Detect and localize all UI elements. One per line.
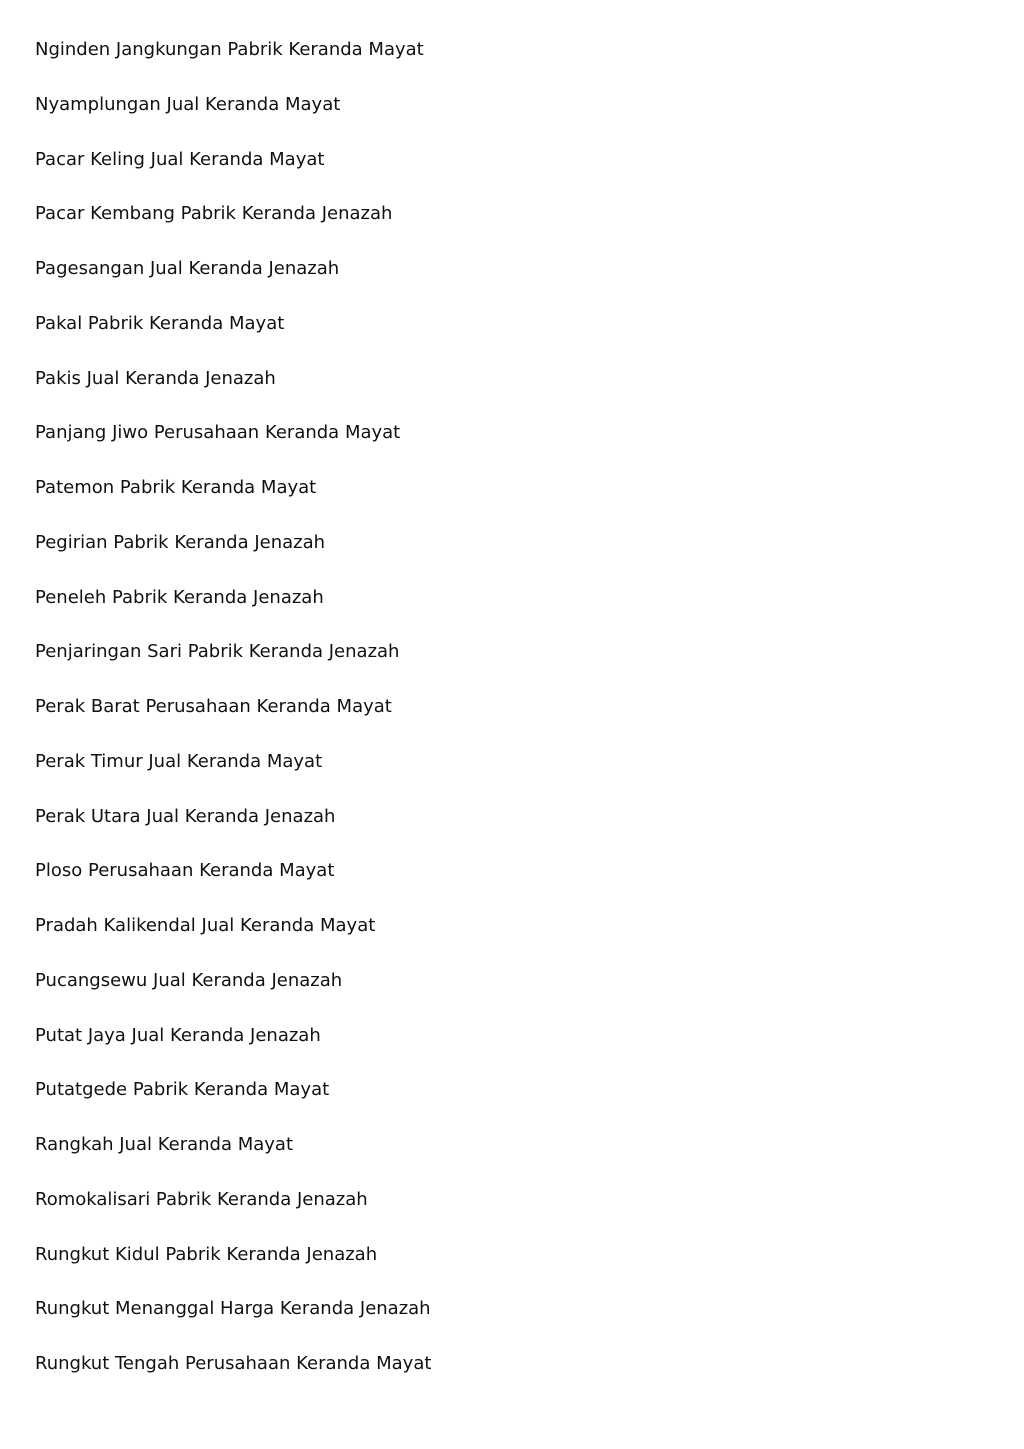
document-page	[35, 36, 995, 1405]
list-item: Nginden Jangkungan Pabrik Keranda Mayat	[35, 39, 424, 60]
list-item: Pagesangan Jual Keranda Jenazah	[35, 258, 340, 279]
list-item: Putatgede Pabrik Keranda Mayat	[35, 1079, 330, 1101]
list-item: Perak Timur Jual Keranda Mayat	[35, 750, 323, 772]
list-item: Pucangsewu Jual Keranda Jenazah	[35, 969, 343, 991]
list-item: Perak Utara Jual Keranda Jenazah	[35, 805, 336, 827]
list-item: Penjaringan Sari Pabrik Keranda Jenazah	[35, 641, 400, 663]
list-item: Nyamplungan Jual Keranda Mayat	[35, 93, 341, 115]
list-item: Pakal Pabrik Keranda Mayat	[35, 312, 285, 334]
list-item: Ploso Perusahaan Keranda Mayat	[35, 860, 335, 882]
list-item: Pacar Keling Jual Keranda Mayat	[35, 148, 325, 170]
list-item: Pakis Jual Keranda Jenazah	[35, 367, 276, 389]
location-list	[35, 36, 995, 1405]
list-item: Putat Jaya Jual Keranda Jenazah	[35, 1024, 321, 1046]
list-item: Rungkut Menanggal Harga Keranda Jenazah	[35, 1298, 431, 1320]
list-item: Pacar Kembang Pabrik Keranda Jenazah	[35, 203, 393, 225]
list-item: Rungkut Tengah Perusahaan Keranda Mayat	[35, 1353, 432, 1374]
list-item: Peneleh Pabrik Keranda Jenazah	[35, 586, 324, 608]
list-item: Romokalisari Pabrik Keranda Jenazah	[35, 1188, 368, 1210]
list-item: Rungkut Kidul Pabrik Keranda Jenazah	[35, 1243, 378, 1265]
list-item: Pegirian Pabrik Keranda Jenazah	[35, 531, 326, 553]
list-item: Perak Barat Perusahaan Keranda Mayat	[35, 696, 392, 717]
list-item: Pradah Kalikendal Jual Keranda Mayat	[35, 915, 376, 936]
list-item: Rangkah Jual Keranda Mayat	[35, 1134, 294, 1155]
list-item: Patemon Pabrik Keranda Mayat	[35, 477, 317, 498]
list-item: Panjang Jiwo Perusahaan Keranda Mayat	[35, 422, 401, 444]
